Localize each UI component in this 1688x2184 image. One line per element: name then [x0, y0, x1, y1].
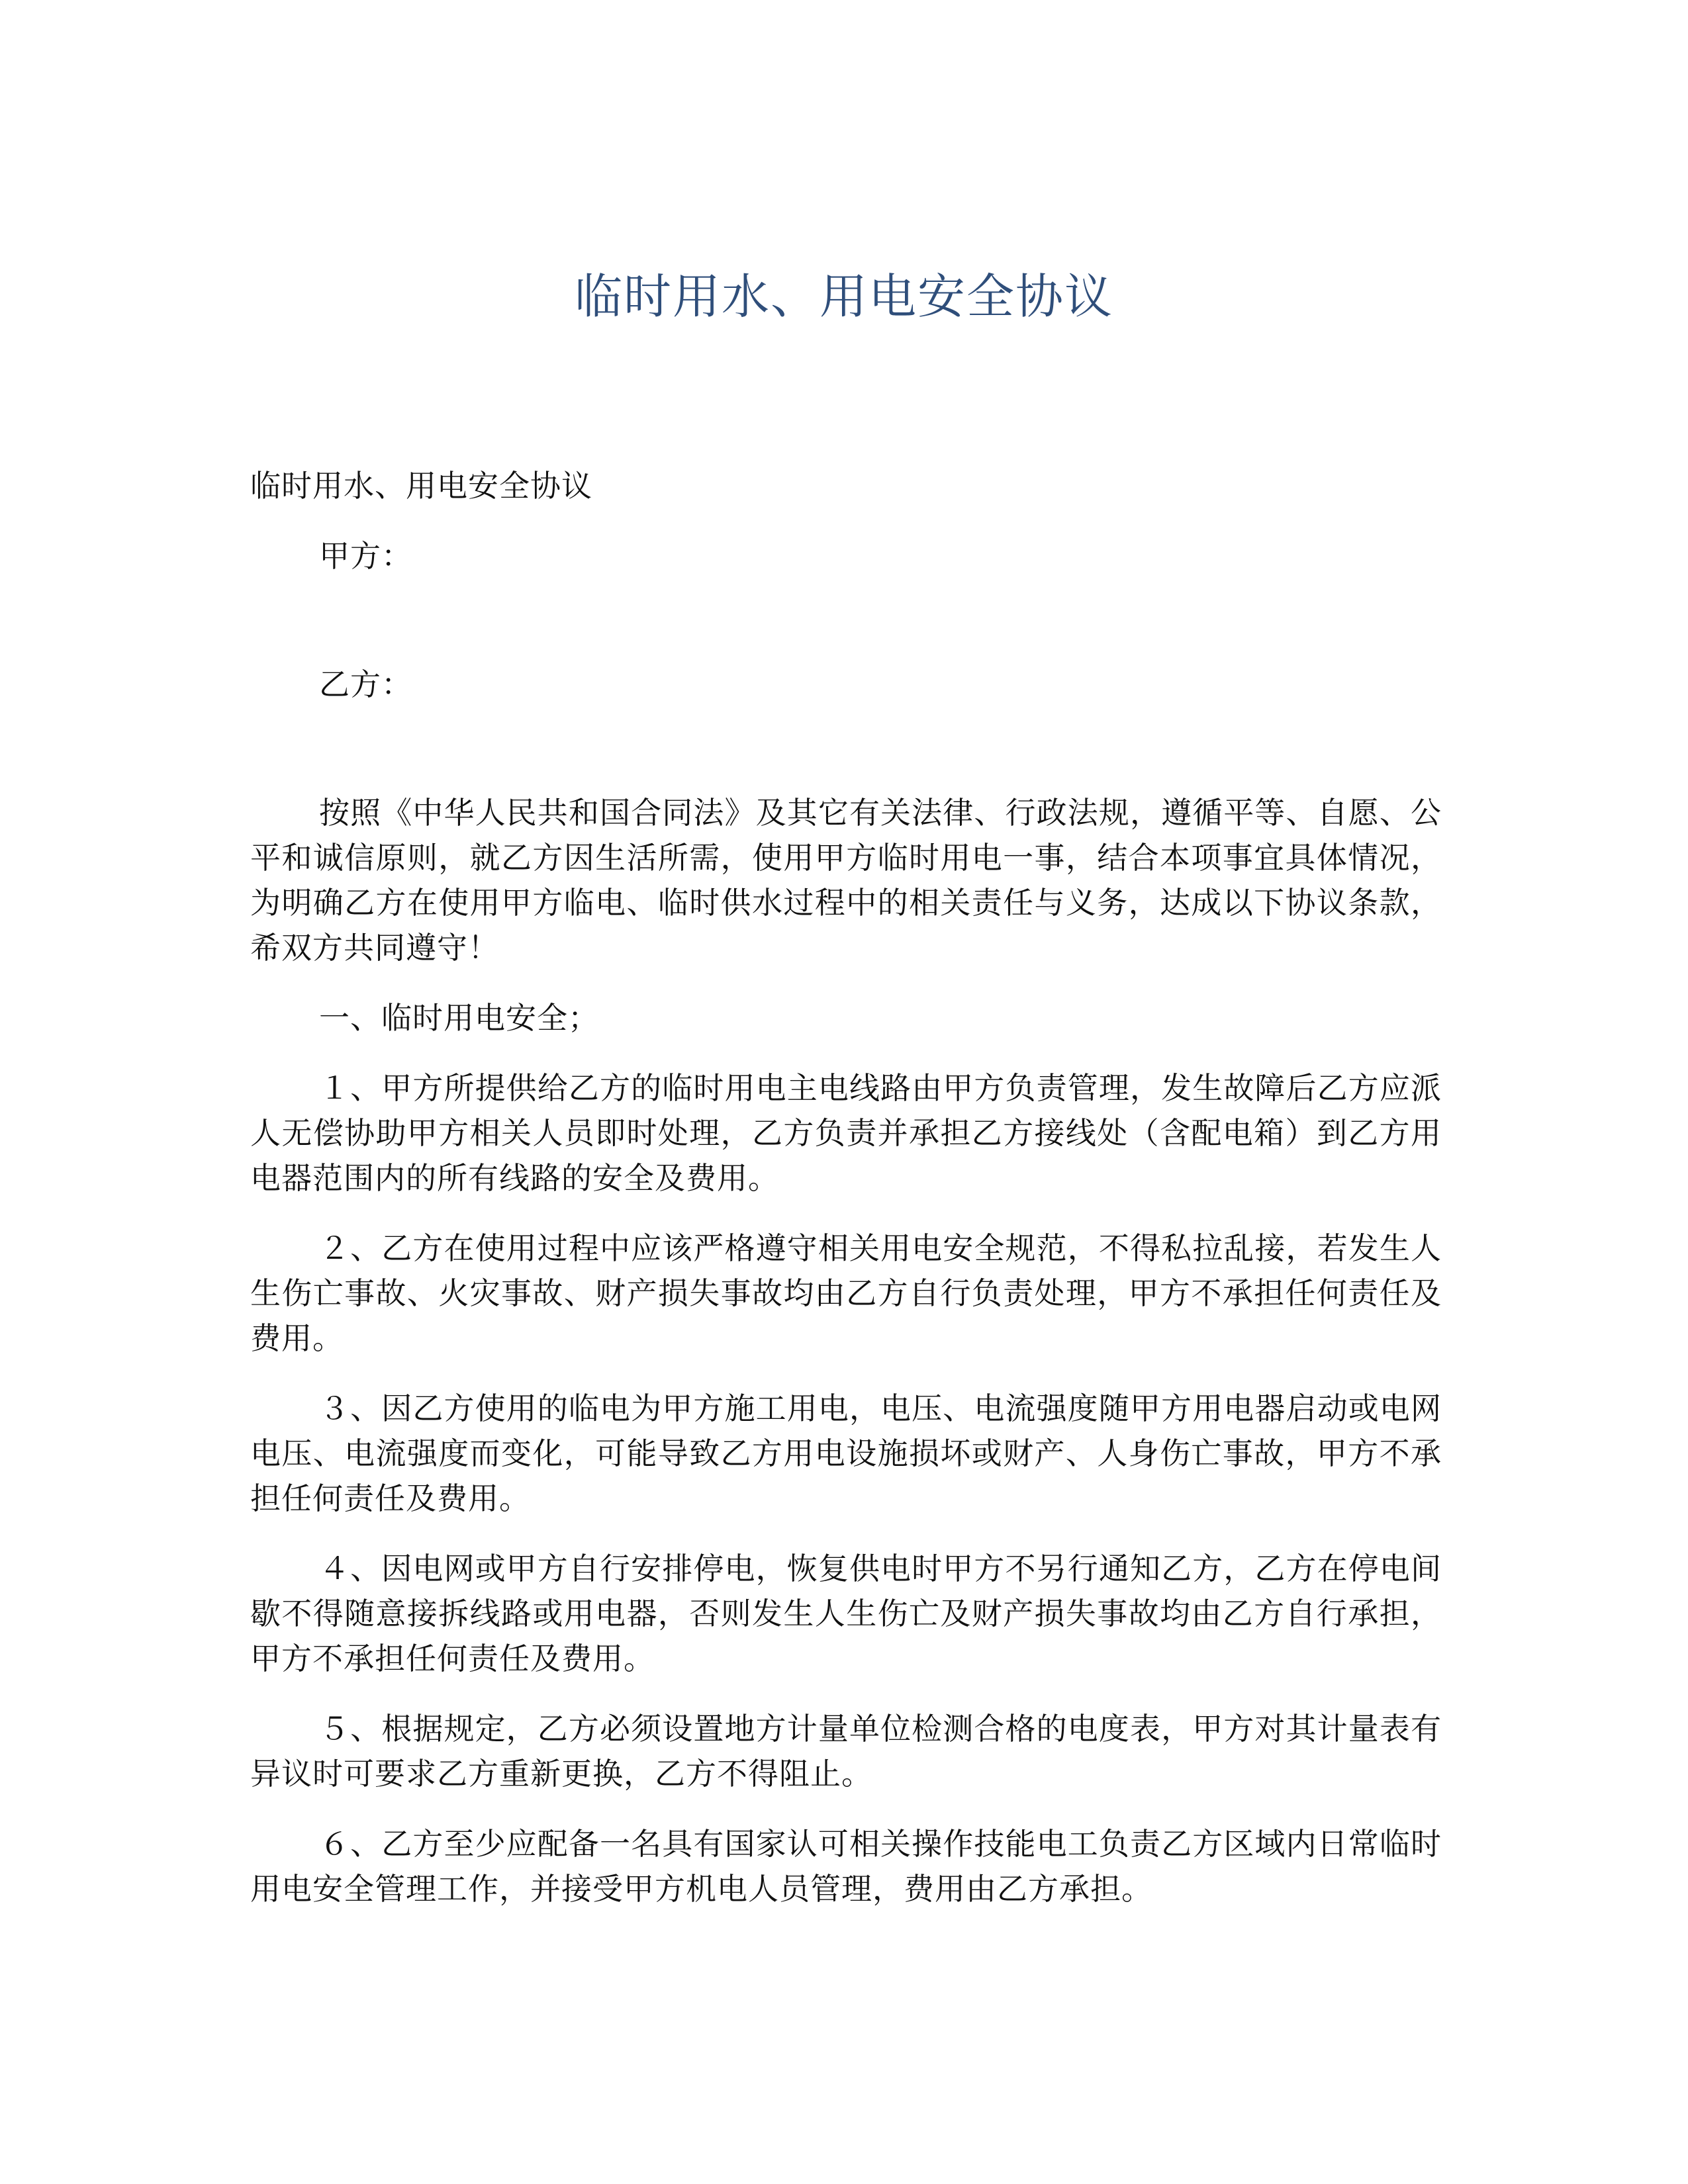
document-body: [250, 463, 1442, 1911]
clause-paragraph: ４、因电网或甲方自行安排停电，恢复供电时甲方不另行通知乙方，乙方在停电间歇不得随意接拆线路或用电器，否则发生人生伤亡及财产损失事故均由乙方自行承担，甲方不承担任何责任及费用。: [250, 1551, 1442, 1676]
preamble-paragraph: 按照《中华人民共和国合同法》及其它有关法律、行政法规，遵循平等、自愿、公平和诚信原则，就乙方因生活所需，使用甲方临时用电一事，结合本项事宜具体情况，为明确乙方在使用甲方临电、临时供水过程中的相关责任与义务，达成以下协议条款，希双方共同遵守！: [250, 795, 1442, 966]
document-title: 临时用水、用电安全协议: [574, 269, 1113, 324]
clause-paragraph: ５、根据规定，乙方必须设置地方计量单位检测合格的电度表，甲方对其计量表有异议时可要求乙方重新更换，乙方不得阻止。: [250, 1711, 1442, 1792]
clause-paragraph: ３、因乙方使用的临电为甲方施工用电，电压、电流强度随甲方用电器启动或电网电压、电流强度而变化，可能导致乙方用电设施损坏或财产、人身伤亡事故，甲方不承担任何责任及费用。: [250, 1390, 1442, 1516]
clause-paragraph: ６、乙方至少应配备一名具有国家认可相关操作技能电工负责乙方区域内日常临时用电安全管理工作，并接受甲方机电人员管理，费用由乙方承担。: [250, 1826, 1442, 1907]
clause-paragraph: ２、乙方在使用过程中应该严格遵守相关用电安全规范，不得私拉乱接，若发生人生伤亡事故、火灾事故、财产损失事故均由乙方自行负责处理，甲方不承担任何责任及费用。: [250, 1230, 1442, 1356]
party-b-label: 乙方：: [319, 666, 412, 702]
party-a-label: 甲方：: [319, 538, 412, 574]
section-heading: 一、临时用电安全；: [319, 1000, 599, 1036]
document-subtitle: 临时用水、用电安全协议: [250, 468, 592, 504]
clause-paragraph: １、甲方所提供给乙方的临时用电主电线路由甲方负责管理，发生故障后乙方应派人无偿协助甲方相关人员即时处理，乙方负责并承担乙方接线处（含配电箱）到乙方用电器范围内的所有线路的安全及费用。: [250, 1070, 1442, 1196]
